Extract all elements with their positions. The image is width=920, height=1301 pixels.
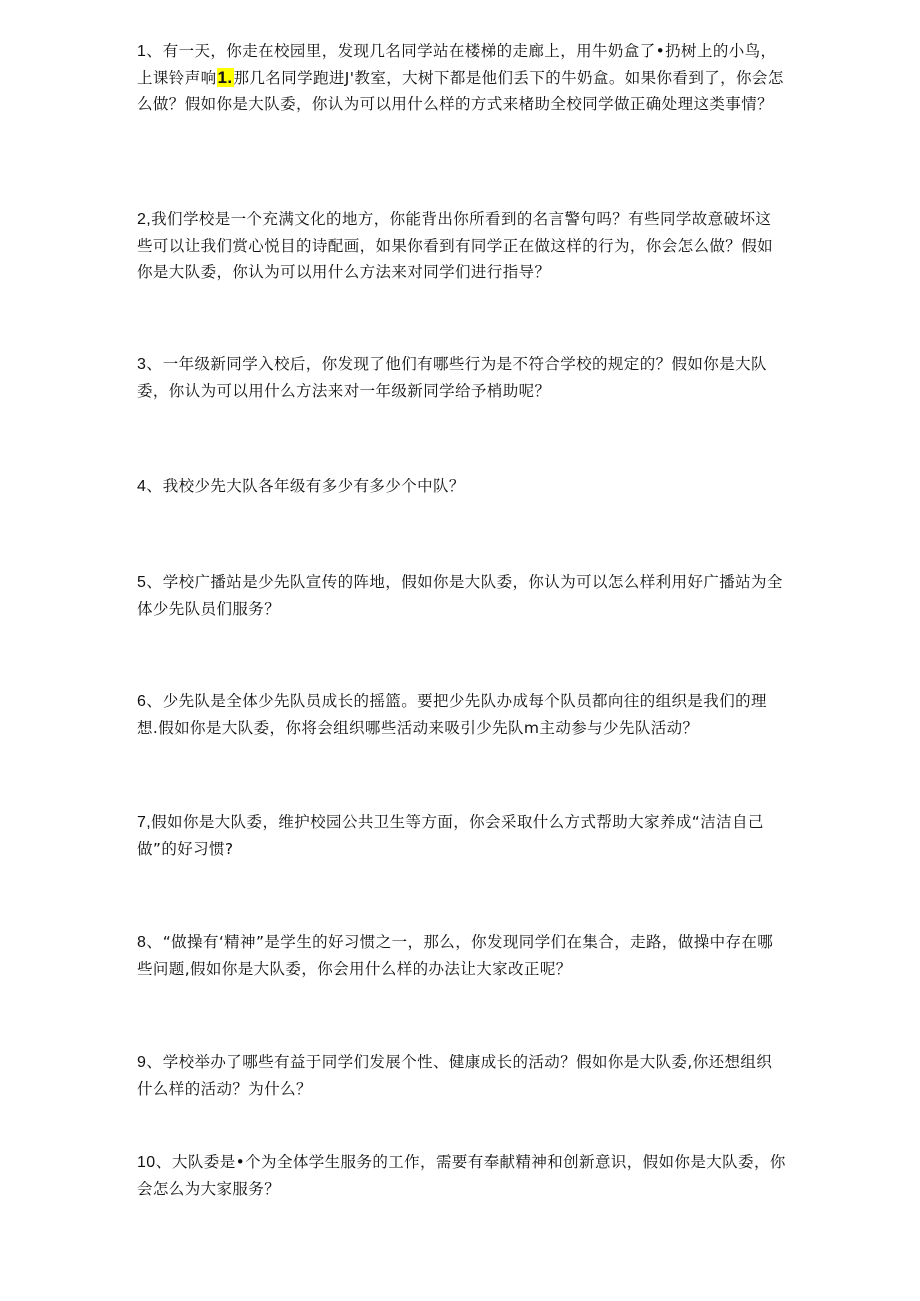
question-text: 一年级新同学入校后，你发现了他们有哪些行为是不符合学校的规定的？假如你是大队委，你认为可以用什么方法来对一年级新同学给予梢助呢？ — [137, 355, 767, 400]
question-5 — [137, 569, 787, 622]
question-text-part-a: 有一天，你走在校园里，发现几名同学站在楼梯的走廊上，用牛奶盒了•扔树上的小鸟，上课铃声响 — [137, 42, 777, 87]
question-text-part-b: 那几名同学跑进J'教室，大树下都是他们丢下的牛奶盒。如果你看到了，你会怎么做？假如你是大队委，你认为可以用什么样的方式来楮助全校同学做正确处理这类事情？ — [137, 69, 784, 113]
question-7 — [137, 809, 787, 862]
question-number: 6、 — [137, 693, 163, 710]
question-10 — [137, 1149, 787, 1202]
question-number: 10、 — [137, 1154, 172, 1171]
question-number: 7, — [137, 814, 152, 831]
question-text: 我校少先大队各年级有多少有多少个中队？ — [162, 477, 465, 495]
question-text: 学校举办了哪些有益于同学们发展个性、健康成长的活动？假如你是大队委,你还想组织什么样的活动？为什么？ — [137, 1053, 773, 1098]
question-text: 我们学校是一个充满文化的地方，你能背出你所看到的名言警句吗？有些同学故意破坏这些可以让我们赏心悦目的诗配画，如果你看到有同学正在做这样的行为，你会怎么做？假如你是大队委，你认为可以用什么方法来对同学们进行指导？ — [137, 210, 774, 281]
question-9 — [137, 1049, 787, 1102]
question-number: 9、 — [137, 1054, 163, 1071]
question-4 — [137, 473, 787, 500]
question-text: 大队委是•个为全体学生服务的工作，需要有奉献精神和创新意识，假如你是大队委，你会怎么为大家服务？ — [137, 1153, 786, 1198]
highlighted-mark: 1. — [217, 68, 233, 87]
question-8 — [137, 929, 787, 982]
question-text: 学校广播站是少先队宣传的阵地，假如你是大队委，你认为可以怎么样利用好广播站为全体少先队员们服务？ — [137, 573, 783, 618]
question-number: 2, — [137, 211, 152, 228]
question-text: 假如你是大队委，维护校园公共卫生等方面，你会采取什么方式帮助大家养成“洁洁自己做”的好习惯? — [137, 813, 764, 858]
question-1 — [137, 38, 787, 117]
question-2 — [137, 206, 787, 285]
question-number: 4、 — [137, 478, 163, 495]
question-3 — [137, 351, 787, 404]
question-number: 8、 — [137, 934, 163, 951]
question-6 — [137, 688, 787, 741]
question-number: 3、 — [137, 356, 163, 373]
question-text: 少先队是全体少先队员成长的摇篮。要把少先队办成每个队员都向往的组织是我们的理想.假如你是大队委，你将会组织哪些活动来吸引少先队m主动参与少先队活动？ — [137, 692, 767, 737]
question-text: “做操有‘精神”是学生的好习惯之一，那么，你发现同学们在集合，走路，做操中存在哪些问题,假如你是大队委，你会用什么样的办法让大家改正呢？ — [137, 933, 774, 978]
question-number: 5、 — [137, 574, 163, 591]
question-number: 1、 — [137, 43, 163, 60]
